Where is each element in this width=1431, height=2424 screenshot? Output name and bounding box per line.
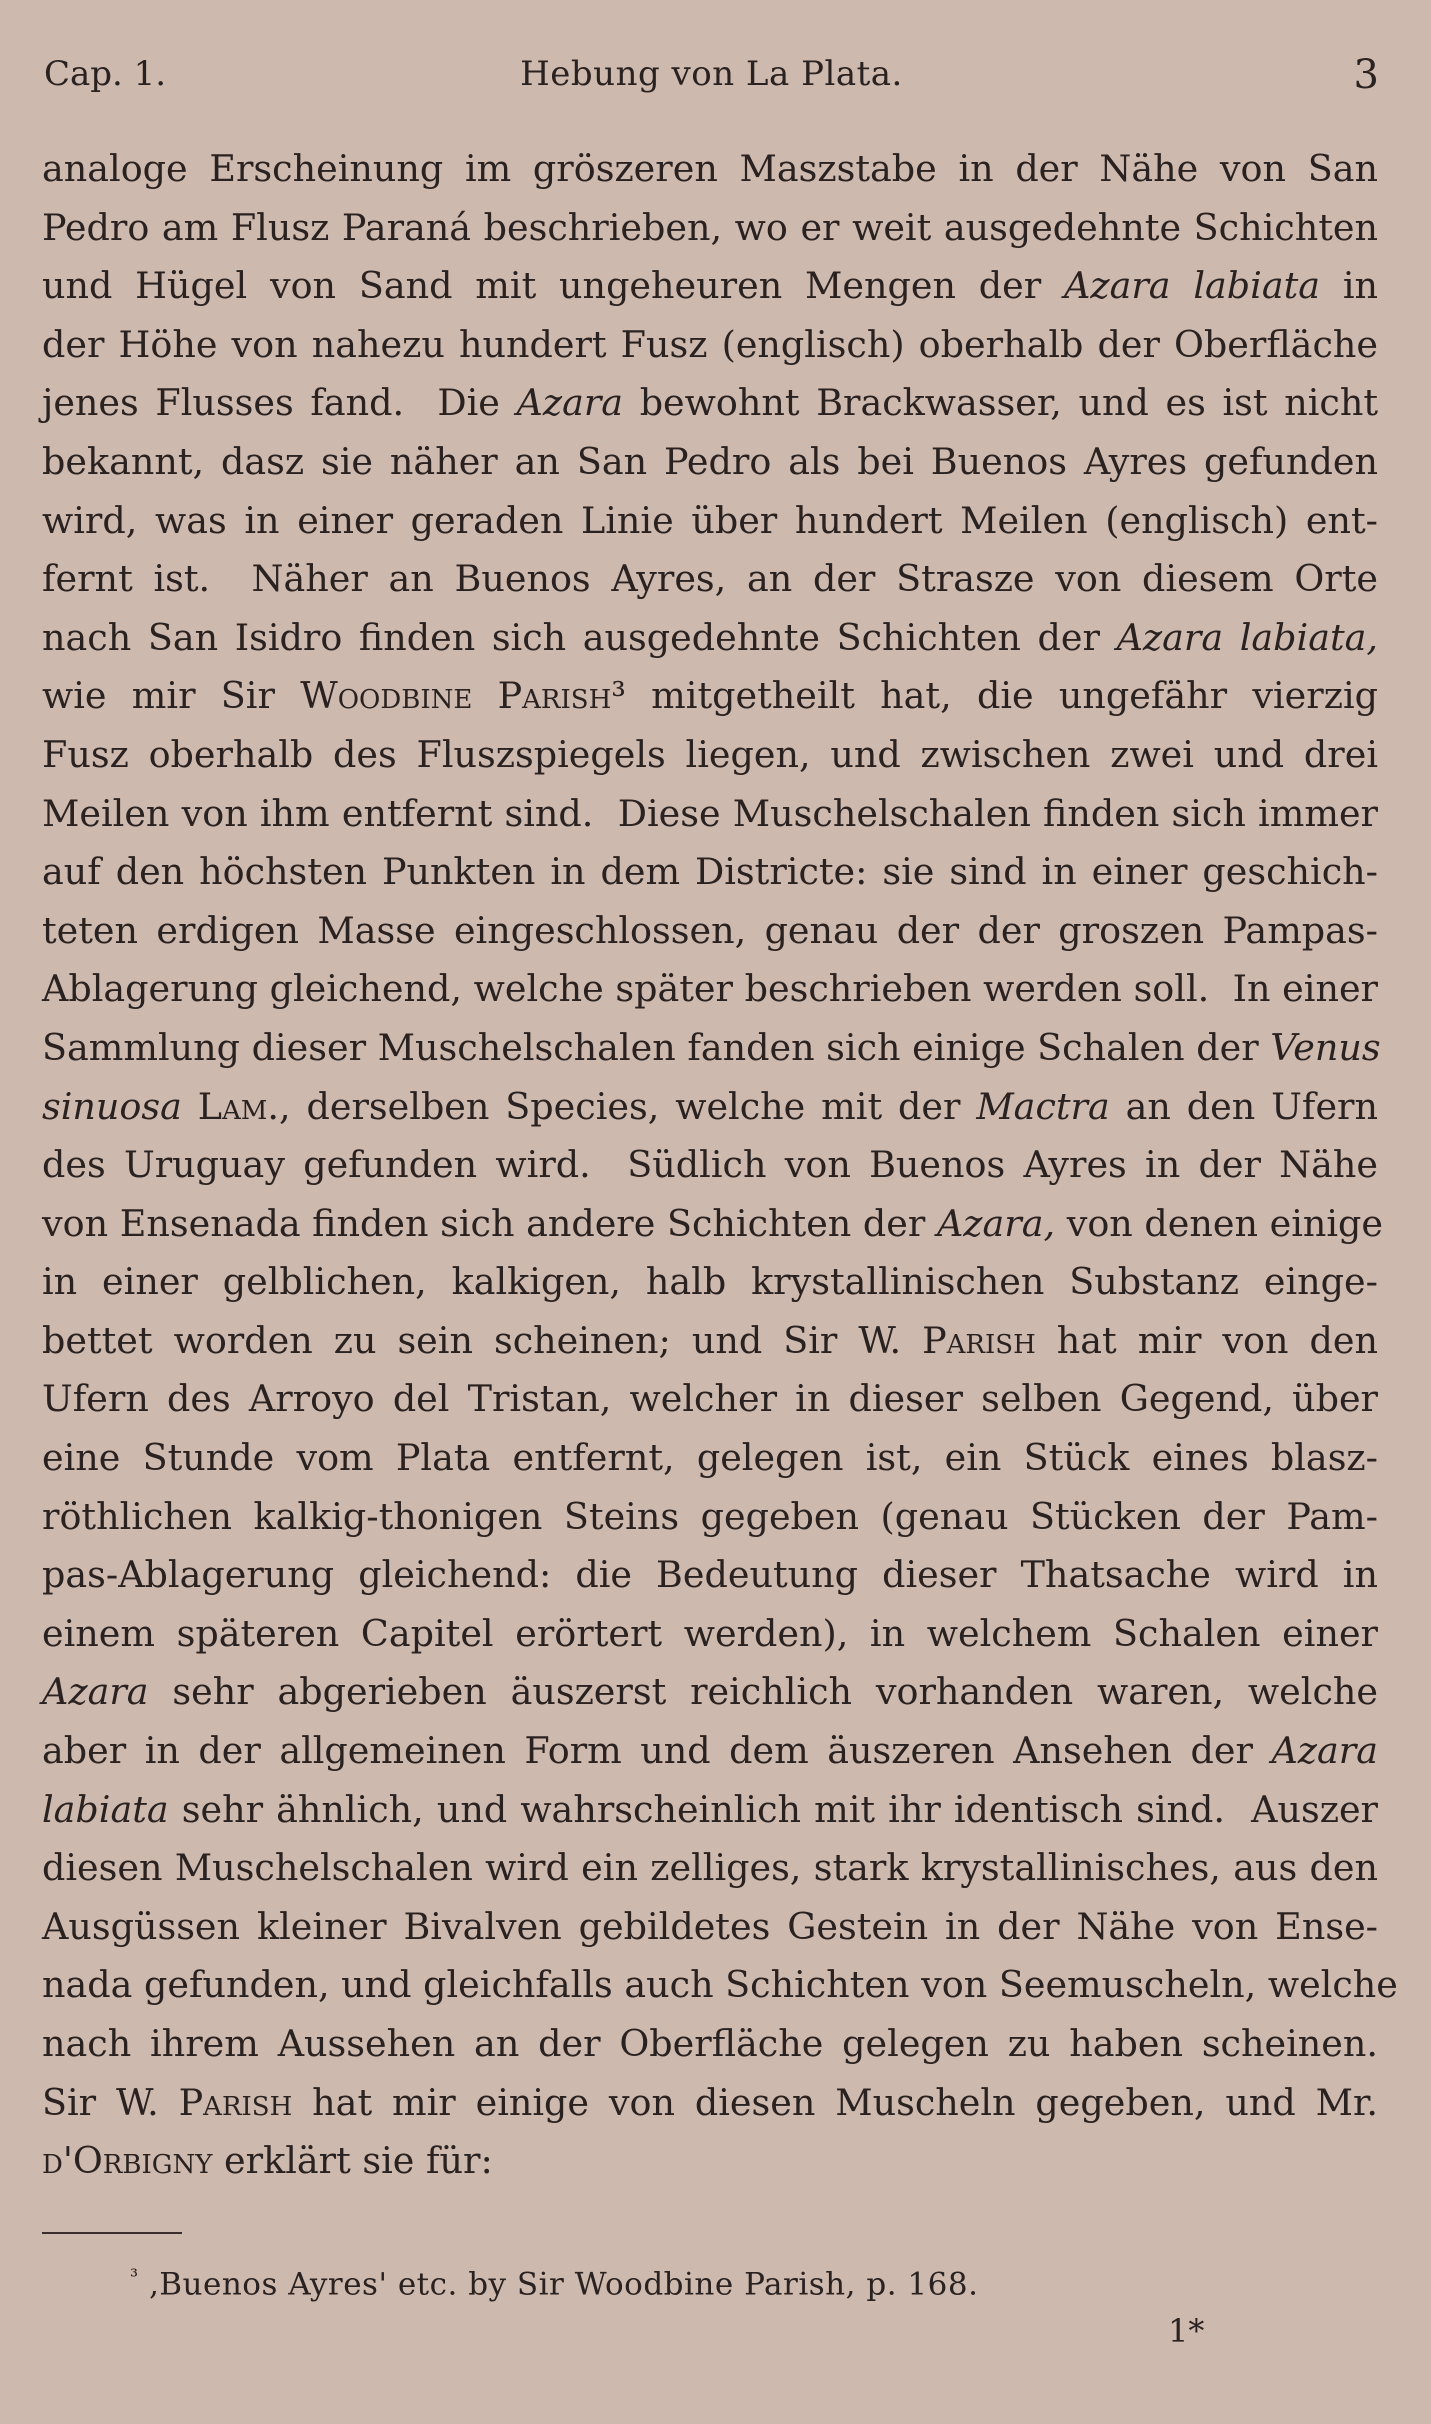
signature-mark: 1* [1168, 2312, 1205, 2350]
line-text: in einer gelblichen, kalkigen, halb krystallinischen Substanz einge- [42, 1260, 1378, 1304]
line-text: Sir W. [42, 2080, 179, 2124]
line-text: Sammlung dieser Muschelschalen fanden sich einige Schalen der [42, 1025, 1271, 1069]
text-line [42, 257, 1378, 316]
footnote-divider [42, 2232, 182, 2234]
text-line [42, 1488, 1378, 1547]
line-text: Pedro am Flusz Paraná beschrieben, wo er weit ausgedehnte Schichten [42, 205, 1378, 249]
text-line [42, 960, 1378, 1019]
text-line [42, 609, 1378, 668]
small-caps-name: Parish [178, 2080, 293, 2124]
text-line [42, 1956, 1398, 2015]
text-line [42, 1370, 1378, 1429]
line-text: Ausgüssen kleiner Bivalven gebildetes Gestein in der Nähe von Ense- [42, 1904, 1378, 1948]
line-text: jenes Flusses fand. Die [42, 381, 517, 425]
line-text: aber in der allgemeinen Form und dem äuszeren Ansehen der [42, 1729, 1272, 1773]
line-text: pas-Ablagerung gleichend: die Bedeutung dieser Thatsache wird in [42, 1553, 1378, 1597]
text-line [42, 902, 1378, 961]
line-text: nada gefunden, und gleichfalls auch Schichten von Seemuscheln, welche [42, 1963, 1398, 2007]
text-line [42, 550, 1378, 609]
text-line [42, 1839, 1378, 1898]
text-line [42, 1781, 1378, 1840]
text-line [42, 433, 1378, 492]
line-text: hat mir von den [1035, 1318, 1378, 1362]
line-text: sehr ähnlich, und wahrscheinlich mit ihr identisch sind. Auszer [168, 1787, 1378, 1831]
line-text: bettet worden zu sein scheinen; und Sir W. [42, 1318, 923, 1362]
italic-text: Azara [516, 381, 624, 425]
line-text: und Hügel von Sand mit ungeheuren Mengen der [42, 264, 1064, 308]
line-text: in [1320, 264, 1378, 308]
text-line [42, 1605, 1378, 1664]
small-caps-name: d'Orbigny [42, 2139, 213, 2183]
italic-text: Azara [1271, 1729, 1378, 1773]
italic-text: Azara labiata, [1116, 615, 1378, 659]
running-header [44, 52, 1379, 112]
text-line [42, 785, 1378, 844]
italic-text: Azara labiata [1063, 264, 1321, 308]
text-line [42, 199, 1378, 258]
line-text: wird, was in einer geraden Linie über hundert Meilen (englisch) ent- [42, 498, 1378, 542]
line-text: nach San Isidro finden sich ausgedehnte Schichten der [42, 615, 1117, 659]
text-line [42, 1019, 1381, 1078]
line-text: ³ mitgetheilt hat, die ungefähr vierzig [611, 674, 1378, 718]
text-line [42, 492, 1378, 551]
italic-text: Azara [42, 1670, 149, 1714]
line-text: sehr abgerieben äuszerst reichlich vorhanden waren, welche [148, 1670, 1378, 1714]
footnote-text: ‚Buenos Ayres' etc. by Sir Woodbine Parish, p. 168. [148, 2266, 979, 2303]
italic-text: Azara, [936, 1201, 1056, 1245]
text-line [42, 1898, 1378, 1957]
line-text: bekannt, dasz sie näher an San Pedro als bei Buenos Ayres gefunden [42, 439, 1378, 483]
small-caps-name: Lam. [197, 1084, 280, 1128]
line-text: an den Ufern [1109, 1084, 1378, 1128]
text-line [42, 374, 1378, 433]
text-line [42, 1546, 1378, 1605]
line-text: Ufern des Arroyo del Tristan, welcher in dieser selben Gegend, über [42, 1377, 1378, 1421]
text-line [42, 843, 1378, 902]
line-text: wie mir Sir [42, 674, 301, 718]
footnote [130, 2264, 978, 2302]
line-text: des Uruguay gefunden wird. Südlich von Buenos Ayres in der Nähe [42, 1143, 1378, 1187]
line-text: von Ensenada finden sich andere Schichten der [42, 1201, 937, 1245]
text-line [42, 1663, 1378, 1722]
text-line [42, 667, 1378, 726]
text-line [42, 1195, 1384, 1254]
line-text: röthlichen kalkig-thonigen Steins gegeben (genau Stücken der Pam- [42, 1494, 1378, 1538]
running-title: Hebung von La Plata. [520, 54, 903, 94]
line-text: hat mir einige von diesen Muscheln gegeben, und Mr. [292, 2080, 1378, 2124]
small-caps-name: Parish [922, 1318, 1036, 1362]
line-text: erklärt sie für: [212, 2139, 493, 2183]
italic-text: Venus [1270, 1025, 1381, 1069]
line-text: teten erdigen Masse eingeschlossen, genau der der groszen Pampas- [42, 908, 1378, 952]
line-text: einem späteren Capitel erörtert werden), in welchem Schalen einer [42, 1611, 1378, 1655]
line-text: Ablagerung gleichend, welche später beschrieben werden soll. In einer [42, 967, 1378, 1011]
line-text: Fusz oberhalb des Fluszspiegels liegen, und zwischen zwei und drei [42, 732, 1378, 776]
line-text: fernt ist. Näher an Buenos Ayres, an der Strasze von diesem Orte [42, 557, 1378, 601]
text-line [42, 316, 1378, 375]
text-line [42, 1136, 1378, 1195]
line-text: eine Stunde vom Plata entfernt, gelegen ist, ein Stück eines blasz- [42, 1436, 1378, 1480]
line-text: diesen Muschelschalen wird ein zelliges, stark krystallinisches, aus den [42, 1846, 1378, 1890]
text-line [42, 2132, 1378, 2191]
line-text: auf den höchsten Punkten in dem Districte: sie sind in einer geschich- [42, 850, 1378, 894]
text-line [42, 1429, 1378, 1488]
text-line [42, 1078, 1378, 1137]
italic-text: labiata [42, 1787, 169, 1831]
line-text: bewohnt Brackwasser, und es ist nicht [623, 381, 1378, 425]
line-text: , derselben Species, welche mit der [279, 1084, 977, 1128]
text-line [42, 1253, 1378, 1312]
footnote-marker: ³ [130, 2264, 139, 2288]
text-line [42, 140, 1378, 199]
italic-text: sinuosa [42, 1084, 182, 1128]
line-text: nach ihrem Aussehen an der Oberfläche gelegen zu haben scheinen. [42, 2022, 1378, 2065]
line-text: von denen einige [1055, 1201, 1384, 1245]
text-line [42, 1722, 1378, 1781]
line-text: Meilen von ihm entfernt sind. Diese Muschelschalen finden sich immer [42, 791, 1378, 835]
body-paragraph [42, 140, 1398, 2191]
text-line [42, 2015, 1378, 2074]
page-number: 3 [1353, 52, 1379, 98]
small-caps-name: Woodbine Parish [300, 674, 612, 718]
italic-text: Mactra [976, 1084, 1110, 1128]
line-text: der Höhe von nahezu hundert Fusz (englisch) oberhalb der Oberfläche [42, 322, 1378, 366]
text-line [42, 726, 1378, 785]
chapter-label: Cap. 1. [44, 54, 167, 94]
text-line [42, 1312, 1378, 1371]
line-text [182, 1085, 198, 1128]
line-text: analoge Erscheinung im gröszeren Maszstabe in der Nähe von San [42, 147, 1378, 190]
text-line [42, 2074, 1378, 2133]
